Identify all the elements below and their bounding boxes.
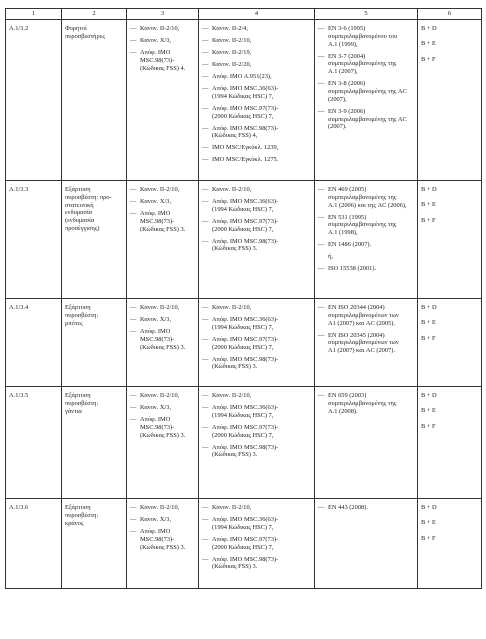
requirement-entry xyxy=(202,392,311,400)
list-dash: — xyxy=(130,197,137,205)
item-description-text: Εξάρτυση πυροσβέστη: γάντια xyxy=(65,391,99,415)
regulation-cell xyxy=(127,180,199,298)
requirement-entry xyxy=(202,37,311,45)
requirement-entry-text: Απόφ. IMO MSC.97(73)- (2000 Κώδικας HSC) 7, xyxy=(212,104,279,120)
regulation-entry xyxy=(130,504,195,512)
list-dash: — xyxy=(202,303,209,311)
table-row xyxy=(6,498,482,588)
standard-entry xyxy=(318,186,414,209)
procedure-module: B + E xyxy=(421,519,436,527)
requirement-entry-text: Απόφ. IMO MSC.97(73)- (2000 Κώδικας HSC) 7, xyxy=(212,217,279,233)
regulation-entry xyxy=(130,528,195,551)
regulation-entry xyxy=(130,392,195,400)
list-dash: — xyxy=(202,555,209,563)
list-dash: — xyxy=(202,36,209,44)
column-header-row xyxy=(6,9,482,20)
list-dash: — xyxy=(202,535,209,543)
requirement-entry-text: Απόφ. IMO MSC.36(63)- (1994 Κώδικας HSC) 7, xyxy=(212,403,279,419)
equipment-table xyxy=(5,8,482,589)
requirement-entry-text: Απόφ. IMO MSC.36(63)- (1994 Κώδικας HSC) 7, xyxy=(212,84,279,100)
requirement-entry xyxy=(202,316,311,332)
requirement-entry-text: IMO MSC/Εγκύκλ. 1239, xyxy=(212,144,279,152)
regulation-entry-text: Απόφ. IMO MSC.98(73)- (Κώδικας FSS) 3. xyxy=(140,527,186,551)
procedure-module: B + F xyxy=(421,55,436,63)
requirement-entry-text: Απόφ. IMO MSC.98(73)- (Κώδικας FSS) 3. xyxy=(212,555,279,571)
list-dash: — xyxy=(202,237,209,245)
list-dash: — xyxy=(202,156,209,164)
requirement-entry xyxy=(202,404,311,420)
requirement-entry xyxy=(202,25,311,33)
list-dash: — xyxy=(202,124,209,132)
requirement-entry xyxy=(202,444,311,460)
standard-entry-text: EN 443 (2008). xyxy=(328,503,368,511)
regulation-entry-text: Κανον. X/3, xyxy=(140,197,172,205)
regulation-entry xyxy=(130,198,195,206)
regulation-entry-text: Κανον. II-2/10, xyxy=(140,24,180,32)
regulation-entry-text: Απόφ. IMO MSC.98(73)- (Κώδικας FSS) 3. xyxy=(140,415,186,439)
list-dash: — xyxy=(202,315,209,323)
standard-entry-text: EN 3-9 (2006) συμπεριλαμβανομένης της AC (2007). xyxy=(328,107,407,131)
procedure-module: B + F xyxy=(421,334,436,342)
list-dash: — xyxy=(130,403,137,411)
standard-entry xyxy=(318,80,414,103)
item-code: A.1/3.2 xyxy=(6,19,62,180)
list-dash: — xyxy=(202,72,209,80)
list-dash: — xyxy=(318,265,325,273)
list-dash: — xyxy=(130,327,137,335)
column-header: 3 xyxy=(127,9,199,20)
procedure-module: B + E xyxy=(421,40,436,48)
list-dash: — xyxy=(202,185,209,193)
requirement-cell xyxy=(199,498,315,588)
standard-entry xyxy=(318,304,414,327)
list-dash: — xyxy=(130,415,137,423)
requirement-entry-text: Κανον. II-2/10, xyxy=(212,503,252,511)
table-row xyxy=(6,298,482,386)
requirement-entry-text: Απόφ. IMO MSC.36(63)- (1994 Κώδικας HSC) 7, xyxy=(212,197,279,213)
regulation-entry-text: Κανον. II-2/10, xyxy=(140,391,180,399)
list-dash: — xyxy=(202,403,209,411)
regulation-cell xyxy=(127,386,199,498)
standard-entry-text: EN 3-6 (1995) συμπεριλαμβανομένου του A.1 (1999), xyxy=(328,24,398,48)
list-dash: — xyxy=(202,503,209,511)
regulation-entry xyxy=(130,25,195,33)
item-code: A.1/3.4 xyxy=(6,298,62,386)
regulation-entry xyxy=(130,49,195,72)
column-header: 4 xyxy=(199,9,315,20)
list-dash: — xyxy=(202,335,209,343)
list-dash: — xyxy=(202,355,209,363)
table-row xyxy=(6,19,482,180)
procedure-module: B + D xyxy=(421,391,437,399)
item-code: A.1/3.5 xyxy=(6,386,62,498)
list-dash: — xyxy=(202,423,209,431)
list-dash: — xyxy=(318,213,325,221)
procedure-module: B + D xyxy=(421,185,437,193)
list-dash: — xyxy=(130,303,137,311)
requirement-entry-text: Απόφ. IMO MSC.98(73)- (Κώδικας FSS) 3. xyxy=(212,237,279,253)
requirement-entry xyxy=(202,105,311,121)
standard-entry-text: EN 531 (1995) συμπεριλαμβανομένης της A.1 (1998), xyxy=(328,213,397,237)
list-dash: — xyxy=(318,80,325,88)
requirement-entry-text: Απόφ. IMO MSC.98(73)- (Κώδικας FSS) 3. xyxy=(212,355,279,371)
procedure-module: B + D xyxy=(421,303,437,311)
item-description-text: Εξάρτυση πυροσβέστη: κράνος xyxy=(65,503,99,527)
procedure-module: B + E xyxy=(421,319,436,327)
requirement-entry xyxy=(202,198,311,214)
item-description xyxy=(62,386,127,498)
requirement-entry-text: Κανον. II-2/10, xyxy=(212,36,252,44)
standard-cell xyxy=(315,19,418,180)
requirement-entry xyxy=(202,356,311,372)
requirement-entry-text: Κανον. II-2/10, xyxy=(212,185,252,193)
regulation-cell xyxy=(127,298,199,386)
list-dash: — xyxy=(318,107,325,115)
item-code: A.1/3.3 xyxy=(6,180,62,298)
regulation-entry-text: Απόφ. IMO MSC.98(73)- (Κώδικας FSS) 3. xyxy=(140,209,186,233)
standard-entry xyxy=(318,108,414,131)
column-header: 5 xyxy=(315,9,418,20)
procedure-module: B + F xyxy=(421,216,436,224)
standard-entry-text: EN 3-7 (2004) συμπεριλαμβανομένης της A.1 (2007), xyxy=(328,52,397,76)
regulation-entry xyxy=(130,404,195,412)
standard-entry-text: EN 659 (2003) συμπεριλαμβανομένης της A.1 (2008). xyxy=(328,391,397,415)
requirement-entry xyxy=(202,238,311,254)
requirement-cell xyxy=(199,298,315,386)
list-dash: — xyxy=(130,209,137,217)
requirement-cell xyxy=(199,19,315,180)
standard-cell xyxy=(315,498,418,588)
requirement-entry-text: Κανον. II-2/10, xyxy=(212,303,252,311)
regulation-entry-text: Κανον. X/3, xyxy=(140,315,172,323)
requirement-entry xyxy=(202,73,311,81)
regulation-entry xyxy=(130,416,195,439)
requirement-entry xyxy=(202,504,311,512)
requirement-entry xyxy=(202,536,311,552)
list-dash: — xyxy=(130,48,137,56)
requirement-entry xyxy=(202,218,311,234)
requirement-entry-text: Απόφ. IMO MSC.97(73)- (2000 Κώδικας HSC) 7, xyxy=(212,423,279,439)
requirement-entry xyxy=(202,556,311,572)
list-dash: — xyxy=(318,331,325,339)
list-dash: — xyxy=(318,185,325,193)
procedure-cell xyxy=(418,298,482,386)
list-dash: — xyxy=(318,503,325,511)
procedure-module: B + E xyxy=(421,407,436,415)
regulation-entry-text: Κανον. X/3, xyxy=(140,515,172,523)
standard-alternative: ή, xyxy=(328,253,333,261)
regulation-entry-text: Απόφ. IMO MSC.98(73)- (Κώδικας FSS) 3. xyxy=(140,327,186,351)
list-dash: — xyxy=(202,24,209,32)
requirement-entry-text: Κανον. II-2/20, xyxy=(212,60,252,68)
standard-entry xyxy=(318,332,414,355)
requirement-entry xyxy=(202,49,311,57)
standard-entry-text: EN 3-8 (2006) συμπεριλαμβανομένης της AC (2007), xyxy=(328,80,407,103)
list-dash: — xyxy=(202,84,209,92)
requirement-cell xyxy=(199,386,315,498)
requirement-entry-text: Κανον. II-2/4, xyxy=(212,24,249,32)
requirement-entry xyxy=(202,156,311,164)
list-dash: — xyxy=(318,52,325,60)
list-dash: — xyxy=(130,315,137,323)
standard-entry-text: ISO 15538 (2001). xyxy=(328,265,377,273)
item-description xyxy=(62,298,127,386)
list-dash: — xyxy=(318,391,325,399)
requirement-entry xyxy=(202,144,311,152)
list-dash: — xyxy=(202,515,209,523)
standard-entry xyxy=(318,392,414,415)
standard-cell xyxy=(315,180,418,298)
list-dash: — xyxy=(130,185,137,193)
item-description-text: Εξάρτυση πυροσβέστη: μπότες xyxy=(65,303,99,327)
list-dash: — xyxy=(202,104,209,112)
regulation-entry xyxy=(130,304,195,312)
procedure-module: B + D xyxy=(421,503,437,511)
regulation-entry xyxy=(130,316,195,324)
requirement-entry-text: Απόφ. IMO MSC.97(73)- (2000 Κώδικας HSC) 7, xyxy=(212,335,279,351)
procedure-module: B + E xyxy=(421,201,436,209)
item-description xyxy=(62,19,127,180)
requirement-entry xyxy=(202,125,311,141)
regulation-entry-text: Κανον. II-2/10, xyxy=(140,503,180,511)
list-dash: — xyxy=(202,443,209,451)
requirement-entry-text: Απόφ. IMO MSC.98(73)- (Κώδικας FSS) 4, xyxy=(212,124,279,140)
procedure-module: B + F xyxy=(421,534,436,542)
regulation-entry-text: Κανον. II-2/10, xyxy=(140,303,180,311)
regulation-entry-text: Κανον. X/3, xyxy=(140,36,172,44)
list-dash: — xyxy=(318,303,325,311)
list-dash: — xyxy=(318,241,325,249)
procedure-cell xyxy=(418,19,482,180)
column-header: 2 xyxy=(62,9,127,20)
requirement-entry xyxy=(202,304,311,312)
list-dash: — xyxy=(130,515,137,523)
regulation-cell xyxy=(127,498,199,588)
regulation-entry-text: Κανον. X/3, xyxy=(140,403,172,411)
regulation-entry xyxy=(130,37,195,45)
list-dash: — xyxy=(202,144,209,152)
list-dash: — xyxy=(318,24,325,32)
requirement-entry xyxy=(202,85,311,101)
list-dash: — xyxy=(130,36,137,44)
requirement-entry xyxy=(202,424,311,440)
table-row xyxy=(6,180,482,298)
regulation-entry xyxy=(130,210,195,233)
requirement-entry-text: Απόφ. IMO MSC.97(73)- (2000 Κώδικας HSC) 7, xyxy=(212,535,279,551)
column-header: 1 xyxy=(6,9,62,20)
requirement-entry xyxy=(202,61,311,69)
requirement-entry-text: Απόφ. IMO MSC.98(73)- (Κώδικας FSS) 3. xyxy=(212,443,279,459)
item-description xyxy=(62,180,127,298)
requirement-entry xyxy=(202,516,311,532)
list-dash: — xyxy=(202,197,209,205)
regulation-cell xyxy=(127,19,199,180)
requirement-entry-text: IMO MSC/Εγκύκλ. 1275. xyxy=(212,156,279,164)
standard-entry xyxy=(318,504,414,512)
list-dash: — xyxy=(202,217,209,225)
list-dash: — xyxy=(202,48,209,56)
regulation-entry-text: Απόφ. IMO MSC.98(73)- (Κώδικας FSS) 4. xyxy=(140,48,186,72)
list-dash: — xyxy=(130,391,137,399)
standard-entry xyxy=(318,53,414,76)
standard-entry-text: EN 1486 (2007). xyxy=(328,241,372,249)
list-dash: — xyxy=(202,391,209,399)
procedure-module: B + F xyxy=(421,422,436,430)
list-dash: — xyxy=(130,503,137,511)
requirement-entry-text: Απόφ. IMO A.951(23), xyxy=(212,72,272,80)
procedure-cell xyxy=(418,498,482,588)
requirement-entry xyxy=(202,186,311,194)
standard-entry-text: EN 469 (2005) συμπεριλαμβανομένης της A.1 (2006) και της AC (2006), xyxy=(328,185,407,209)
regulation-entry xyxy=(130,186,195,194)
procedure-module: B + D xyxy=(421,24,437,32)
item-description xyxy=(62,498,127,588)
regulation-entry xyxy=(130,328,195,351)
requirement-entry xyxy=(202,336,311,352)
item-description-text: Φορητοί πυροσβεστήρες xyxy=(65,24,105,40)
requirement-entry-text: Απόφ. IMO MSC.36(63)- (1994 Κώδικας HSC) 7, xyxy=(212,515,279,531)
regulation-entry-text: Κανον. II-2/10, xyxy=(140,185,180,193)
standard-cell xyxy=(315,298,418,386)
standard-entry-text: EN ISO 20345 (2004) συμπεριλαμβανομένων των A1 (2007) και AC (2007). xyxy=(328,331,399,355)
list-dash: — xyxy=(202,60,209,68)
standard-entry xyxy=(318,265,414,273)
procedure-cell xyxy=(418,180,482,298)
standard-entry xyxy=(318,25,414,48)
regulation-entry xyxy=(130,516,195,524)
item-description-text: Εξάρτυση πυροσβέστη: προ- στατευτική ενδυμασία (ενδυμασία προσέγγισης) xyxy=(65,185,112,232)
list-dash: — xyxy=(130,527,137,535)
column-header: 6 xyxy=(418,9,482,20)
table-row xyxy=(6,386,482,498)
requirement-entry-text: Κανον. II-2/10, xyxy=(212,391,252,399)
requirement-entry-text: Κανον. II-2/19, xyxy=(212,48,252,56)
item-code: A.1/3.6 xyxy=(6,498,62,588)
requirement-entry-text: Απόφ. IMO MSC.36(63)- (1994 Κώδικας HSC) 7, xyxy=(212,315,279,331)
procedure-cell xyxy=(418,386,482,498)
standard-entry xyxy=(318,241,414,249)
standard-entry-text: EN ISO 20344 (2004) συμπεριλαμβανομένων των A1 (2007) και AC (2005). xyxy=(328,303,399,327)
requirement-cell xyxy=(199,180,315,298)
list-dash: — xyxy=(130,24,137,32)
standard-cell xyxy=(315,386,418,498)
standard-entry xyxy=(318,214,414,237)
